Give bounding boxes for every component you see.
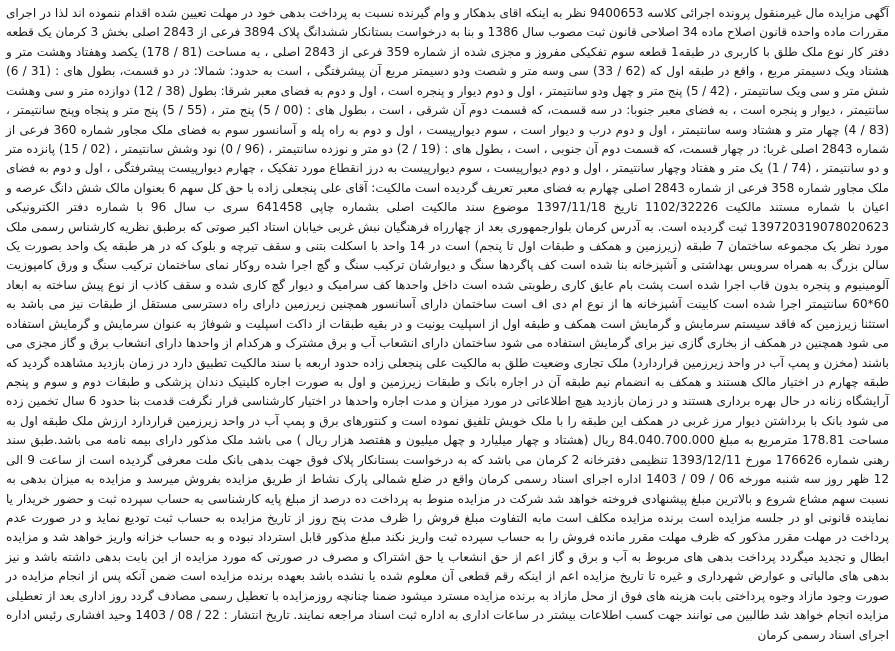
auction-notice-text: آگهی مزایده مال غیرمنقول پرونده اجرائی کلاسه 9400653 نظر به اینکه اقای بدهکار و وام گیرنده نسبت به پرداخت بدهی خود در مهلت تعیین شده اقدام ننموده اند لذا در اجرای مقررات ماده واحده قانون اصلاح ماده 34 اصلاحی قانون ثبت مصوب سال 1386 و بنا به درخواست بستانکار ششدانگ پلاک 3894 فرعی از 2843 اصلی بخش 3 کرمان یک قطعه دفتر کار نوع ملک طلق با کاربری در طبقه1 قطعه سوم تفکیکی مفروز و مجزی شده از شماره 359 فرعی از 2843 اصلی ، به مساحت (81 / 178) یکصد وهفتاد وهشت متر و هشتاد ویک دسیمتر مربع ، واقع در طبقه اول که (62 / 33) سی وسه متر و شصت ودو دسیمتر مربع آن پیشرفتگی ، است به حدود: شمالا: در دو قسمت، بطول های : (31 / 6) شش متر و سی ویک سانتیمتر ، (42 / 5) پنج متر و چهل ودو سانتیمتر ، اول و دوم دیوار و پنجره است ، اول و دوم به فضای معبر شرقا: بطول (38 / 12) دوازده متر و سی وهشت سانتیمتر ، دیوار و پنجره است ، به فضای معبر جنوبا: در سه قسمت، که قسمت دوم آن شرقی ، است ، بطول های : (00 / 5) پنج متر ، (55 / 5) پنج متر و پنجاه وپنج سانتیمتر ، (83 / 4) چهار متر و هشتاد وسه سانتیمتر ، اول و دوم درب و دیوار است ، سوم دیوارپیست ، اول و دوم به راه پله و آسانسور سوم به فضای ملک مجاور شماره 360 فرعی از شماره 2843 اصلی غربا: در چهار قسمت، که قسمت دوم آن جنوبی ، است ، بطول های : (19 / 2) دو متر و نوزده سانتیمتر ، (96 / 0) نود وشش سانتیمتر ، (02 / 15) پانزده متر و دو سانتیمتر ، (74 / 1) یک متر و هفتاد وچهار سانتیمتر ، اول و دوم دیوارپیست ، سوم دیوارپیست به درز انقطاع مورد تفکیک ، چهارم دیوارپیست پیشرفتگی ، اول و دوم به فضای ملک مجاور شماره 358 فرعی از شماره 2843 اصلی چهارم به فضای معبر تعریف گردیده است مالکیت: آقای علی پنجعلی زاده با حق کل سهم 6 بعنوان مالک شش دانگ عرصه و اعیان با شماره مستند مالکیت 1102/32226 تاریخ 1397/11/18 موضوع سند مالکیت اصلی بشماره چاپی 641458 سری ب سال 96 با شماره دفتر الکترونیکی 139720319078020623 ثبت گردیده است. به آدرس کرمان بلوارجمهوری بعد از چهارراه فرهنگیان نبش غربی خیابان استاد اکبر صوتی که برطبق نظریه کارشناس رسمی ملک مورد نظر یک مجموعه ساختمان 7 طبقه (زیرزمین و همکف و طبقات اول تا پنجم) است در 14 واحد با اسکلت بتنی و سقف تیرچه و بلوک که در هر طبقه یک واحد بصورت یک سالن بزرگ به همراه سرویس بهداشتی و آشپزخانه بنا شده است کف پاگردها سنگ و دیوارشان ترکیب سنگ و گچ اجرا شده روکار نمای ساختمان ترکیب سنگ و ورق کامپوزیت آلومینیوم و پنجره بدون قاب اجرا شده است پشت بام عایق کاری رطوبتی شده است داخل واحدها کف سرامیک و دیوار گچ کاری شده و سقف کاذب از نوع پیش ساخته به ابعاد 60*60 سانتیمتر اجرا شده است کابینت آشپزخانه ها از نوع ام دی اف است ساختمان دارای آسانسور همچنین زیرزمین دارای راه دسترسی مستقل از طبقات نیز می باشد به استثنا زیرزمین که فاقد سیستم سرمایش و گرمایش است همکف و طبقه اول از اسپلیت یونیت و در بقیه طبقات از داکت اسپلیت و شوفاژ به عنوان سرمایش و گرمایش استفاده می شود همچنین در همکف از بخاری گازی نیز برای گرمایش استفاده می شود ساختمان دارای انشعاب آب و برق مشترک و هرکدام از واحدها دارای انشعاب برق و گاز مجزی می باشند (مخزن و پمپ آب در واحد زیرزمین قراردارد) ملک تجاری وضعیت طلق به مالکیت علی پنجعلی زاده حدود اربعه با سند مالکیت تطبیق دارد در زمان بازدید مشاهده گردید که طبقه چهارم در اختیار مالک هستند و همکف به انضمام نیم طبقه آن در اجاره بانک و طبقات زیرزمین و اول به صورت اجاره کلینیک دندان پزشکی و طبقات دوم و سوم و پنجم آرایشگاه زنانه در حال بهره برداری هستند و در زمان بازدید هیچ اطلاعاتی در مورد میزان و مدت اجاره واحدها در اختیار کارشناسی قرار نگرفت قدمت بنا حدود 6 سال تخمین زده می شود بانک با برداشتن دیوار مرز غربی در همکف این طبقه را با ملک خویش تلفیق نموده است و کنتورهای برق و پمپ آب در واحد زیرزمین قراردارد ارزش ملک طبقه اول به مساحت 178.81 مترمربع به مبلغ 84.040.700.000 ریال (هشتاد و چهار میلیارد و چهل میلیون و هفتصد هزار ریال ) می باشد ملک مذکور دارای بیمه نامه می باشد.طبق سند رهنی شماره 176626 مورخ 1393/12/11 تنظیمی دفترخانه 2 کرمان می باشد که به درخواست بستانکار پلاک فوق جهت بدهی بانک ملت معرفی گردیده است از ساعت 9 الی 12 ظهر روز سه شنبه مورخه 06 / 09 / 1403 اداره اجرای اسناد رسمی کرمان واقع در ضلع شمالی پارک نشاط از طریق مزایده بفروش میرسد و مزایده به میزان بدهی به نسبت سهم مشاع شروع و بالاترین مبلغ پیشنهادی فروخته خواهد شد شرکت در مزایده منوط به پرداخت ده درصد از مبلغ پایه کارشناسی به حساب سپرده ثبت و حضور خریدار یا نماینده قانونی او در جلسه مزایده است برنده مزایده مکلف است مابه التفاوت مبلغ فروش را ظرف مدت پنج روز از تاریخ مزایده به حساب ثبت تودیع نماید و در صورت عدم پرداخت در مهلت مقرر مذکور که ظرف مهلت مقرر مانده فروش را به حساب سپرده ثبت واریز نکند مبلغ مذکور قابل استرداد نبوده و به حساب خزانه واریز خواهد شد و مزایده ابطال و تجدید میگردد پرداخت بدهی های مربوط به آب و برق و گاز اعم از حق انشعاب یا حق اشتراک و مصرف در صورتی که مورد مزایده از این بابت بدهی داشته باشد و نیز بدهی های مالیاتی و عوارض شهرداری و غیره تا تاریخ مزایده اعم از اینکه رقم قطعی آن معلوم شده یا نشده باشد بعهده برنده مزایده است ضمن آنکه پس از انجام مزایده در صورت وجود مازاد وجوه پرداختی بابت هزینه های فوق از محل مازاد به برنده مزایده مسترد میشود ضمنا چنانچه روزمزایده با تعطیل رسمی مصادف گردد روز اداری بعد از تعطیلی مزایده انجام خواهد شد طالبین می توانند جهت کسب اطلاعات بیشتر در ساعات اداری به اداره ثبت اسناد مراجعه نمایند. تاریخ انتشار : 22 / 08 / 1403 وحید افشاری رئیس اداره اجرای اسناد رسمی کرمان [6,6,890,642]
